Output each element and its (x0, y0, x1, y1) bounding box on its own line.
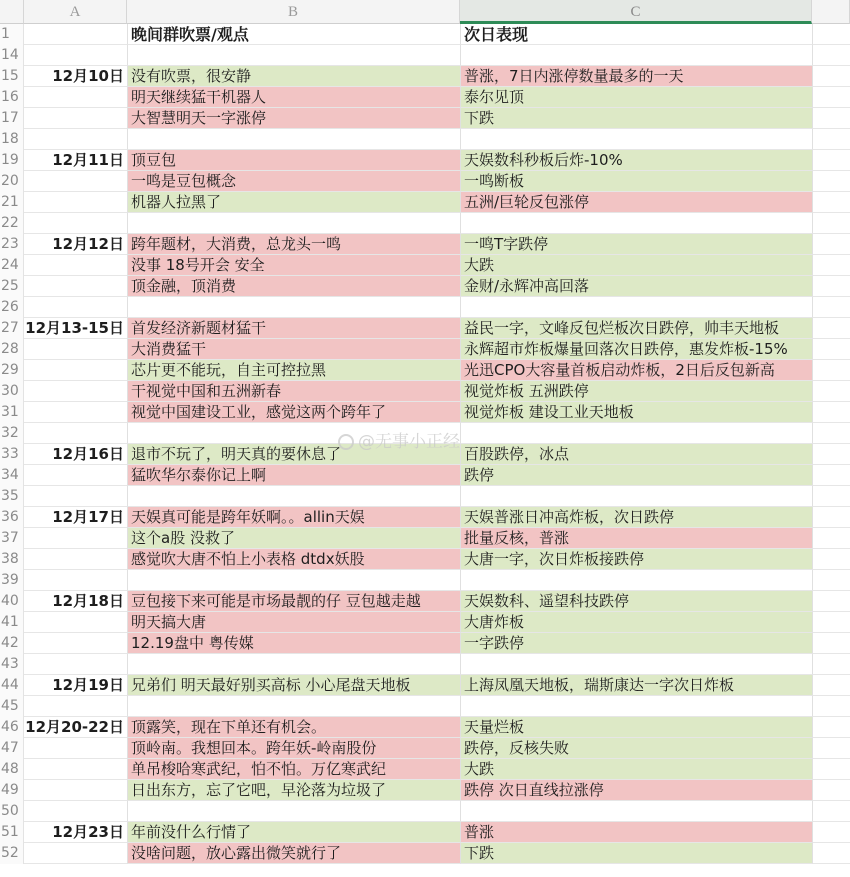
empty-cell[interactable] (812, 255, 850, 276)
table-row (0, 87, 850, 108)
date-cell[interactable]: 12月17日 (24, 507, 127, 528)
table-row (0, 381, 850, 402)
row-number[interactable]: 16 (0, 87, 24, 108)
empty-cell[interactable] (812, 150, 850, 171)
row-number[interactable]: 37 (0, 528, 24, 549)
opinion-cell[interactable] (127, 297, 460, 318)
opinion-cell[interactable]: 机器人拉黑了 (127, 192, 460, 213)
table-row (0, 633, 850, 654)
table-row (0, 66, 850, 87)
empty-cell[interactable] (812, 192, 850, 213)
result-cell[interactable]: 上海凤凰天地板，瑞斯康达一字次日炸板 (460, 675, 812, 696)
date-cell[interactable] (24, 87, 127, 108)
empty-cell[interactable] (812, 528, 850, 549)
date-cell[interactable]: 12月23日 (24, 822, 127, 843)
row-number[interactable]: 29 (0, 360, 24, 381)
result-cell[interactable]: 天娱数科秒板后炸-10% (460, 150, 812, 171)
empty-cell[interactable] (812, 486, 850, 507)
empty-cell[interactable] (812, 402, 850, 423)
row-number[interactable]: 51 (0, 822, 24, 843)
opinion-cell[interactable] (127, 129, 460, 150)
row-number[interactable]: 42 (0, 633, 24, 654)
opinion-cell[interactable] (127, 213, 460, 234)
date-cell[interactable] (24, 255, 127, 276)
date-cell[interactable] (24, 465, 127, 486)
row-number[interactable]: 24 (0, 255, 24, 276)
date-cell[interactable] (24, 45, 127, 66)
empty-cell[interactable] (812, 423, 850, 444)
table-row (0, 318, 850, 339)
result-cell[interactable] (460, 654, 812, 675)
date-cell[interactable] (24, 423, 127, 444)
result-cell[interactable] (460, 423, 812, 444)
result-cell[interactable]: 大唐炸板 (460, 612, 812, 633)
opinion-cell[interactable]: 没有吹票，很安静 (127, 66, 460, 87)
opinion-cell[interactable]: 顶岭南。我想回本。跨年妖-岭南股份 (127, 738, 460, 759)
table-row (0, 780, 850, 801)
opinion-cell[interactable]: 首发经济新题材猛干 (127, 318, 460, 339)
result-cell[interactable]: 一字跌停 (460, 633, 812, 654)
watermark-text: @无事小正经 (358, 432, 460, 452)
opinion-cell[interactable]: 芯片更不能玩，自主可控拉黑 (127, 360, 460, 381)
date-cell[interactable] (24, 192, 127, 213)
empty-cell[interactable] (812, 234, 850, 255)
result-cell[interactable] (460, 45, 812, 66)
empty-cell[interactable] (812, 66, 850, 87)
row-number[interactable]: 15 (0, 66, 24, 87)
empty-cell[interactable] (812, 465, 850, 486)
empty-cell[interactable] (812, 171, 850, 192)
row-number[interactable]: 39 (0, 570, 24, 591)
row-number[interactable]: 25 (0, 276, 24, 297)
table-row (0, 738, 850, 759)
date-cell[interactable]: 12月10日 (24, 66, 127, 87)
opinion-cell[interactable] (127, 801, 460, 822)
table-row (0, 570, 850, 591)
row-number[interactable]: 19 (0, 150, 24, 171)
header-cell-opinion[interactable]: 晚间群吹票/观点 (127, 24, 460, 45)
date-cell[interactable] (24, 108, 127, 129)
row-number[interactable]: 44 (0, 675, 24, 696)
row-number[interactable]: 14 (0, 45, 24, 66)
table-row (0, 612, 850, 633)
table-row (0, 171, 850, 192)
date-cell[interactable] (24, 549, 127, 570)
empty-cell[interactable] (812, 612, 850, 633)
opinion-cell[interactable]: 大智慧明天一字涨停 (127, 108, 460, 129)
result-cell[interactable]: 大跌 (460, 759, 812, 780)
table-row (0, 402, 850, 423)
empty-cell[interactable] (812, 339, 850, 360)
result-cell[interactable]: 益民一字，文峰反包烂板次日跌停，帅丰天地板 (460, 318, 812, 339)
result-cell[interactable]: 普涨 (460, 822, 812, 843)
header-row (0, 24, 850, 45)
empty-cell[interactable] (812, 633, 850, 654)
table-row (0, 276, 850, 297)
date-cell[interactable]: 12月13-15日 (24, 318, 127, 339)
header-cell-d[interactable] (812, 24, 850, 45)
empty-cell[interactable] (812, 591, 850, 612)
opinion-cell[interactable]: 顶豆包 (127, 150, 460, 171)
date-cell[interactable] (24, 276, 127, 297)
empty-cell[interactable] (812, 717, 850, 738)
table-row (0, 549, 850, 570)
date-cell[interactable] (24, 486, 127, 507)
result-cell[interactable]: 跌停 次日直线拉涨停 (460, 780, 812, 801)
empty-cell[interactable] (812, 444, 850, 465)
row-number[interactable]: 35 (0, 486, 24, 507)
opinion-cell[interactable]: 视觉中国建设工业，感觉这两个跨年了 (127, 402, 460, 423)
empty-cell[interactable] (812, 297, 850, 318)
table-row (0, 675, 850, 696)
opinion-cell[interactable]: 日出东方，忘了它吧，早沦落为垃圾了 (127, 780, 460, 801)
date-cell[interactable]: 12月12日 (24, 234, 127, 255)
date-cell[interactable] (24, 297, 127, 318)
date-cell[interactable]: 12月11日 (24, 150, 127, 171)
row-number[interactable]: 49 (0, 780, 24, 801)
column-header-c[interactable]: C (460, 0, 812, 24)
row-number[interactable]: 30 (0, 381, 24, 402)
date-cell[interactable] (24, 801, 127, 822)
result-cell[interactable]: 金财/永辉冲高回落 (460, 276, 812, 297)
opinion-cell[interactable]: 明天搞大唐 (127, 612, 460, 633)
result-cell[interactable]: 视觉炸板 建设工业天地板 (460, 402, 812, 423)
date-cell[interactable]: 12月19日 (24, 675, 127, 696)
select-all-corner[interactable] (0, 0, 24, 24)
watermark (338, 427, 460, 452)
date-cell[interactable] (24, 402, 127, 423)
header-cell-a[interactable] (24, 24, 127, 45)
row-number[interactable]: 26 (0, 297, 24, 318)
result-cell[interactable]: 天量烂板 (460, 717, 812, 738)
opinion-cell[interactable]: 干视觉中国和五洲新春 (127, 381, 460, 402)
empty-cell[interactable] (812, 696, 850, 717)
table-row (0, 108, 850, 129)
row-number[interactable]: 23 (0, 234, 24, 255)
row-number[interactable]: 36 (0, 507, 24, 528)
opinion-cell[interactable] (127, 45, 460, 66)
opinion-cell[interactable]: 天娱真可能是跨年妖啊。。allin天娱 (127, 507, 460, 528)
date-cell[interactable] (24, 780, 127, 801)
date-cell[interactable] (24, 738, 127, 759)
result-cell[interactable] (460, 213, 812, 234)
table-row (0, 234, 850, 255)
result-cell[interactable] (460, 801, 812, 822)
result-cell[interactable]: 视觉炸板 五洲跌停 (460, 381, 812, 402)
empty-cell[interactable] (812, 759, 850, 780)
opinion-cell[interactable]: 大消费猛干 (127, 339, 460, 360)
empty-cell[interactable] (812, 45, 850, 66)
empty-cell[interactable] (812, 801, 850, 822)
row-number[interactable]: 43 (0, 654, 24, 675)
row-number[interactable]: 50 (0, 801, 24, 822)
date-cell[interactable] (24, 612, 127, 633)
row-number[interactable]: 48 (0, 759, 24, 780)
date-cell[interactable] (24, 339, 127, 360)
result-cell[interactable]: 光迅CPO大容量首板启动炸板，2日后反包新高 (460, 360, 812, 381)
column-header-b[interactable]: B (127, 0, 460, 24)
date-cell[interactable] (24, 696, 127, 717)
column-header-d[interactable] (812, 0, 850, 24)
opinion-cell[interactable]: 明天继续猛干机器人 (127, 87, 460, 108)
opinion-cell[interactable]: 顶金融，顶消费 (127, 276, 460, 297)
table-row (0, 360, 850, 381)
opinion-cell[interactable]: 退市不玩了，明天真的要休息了 (127, 444, 460, 465)
column-header-a[interactable]: A (24, 0, 127, 24)
opinion-cell[interactable]: 豆包接下来可能是市场最靓的仔 豆包越走越 (127, 591, 460, 612)
result-cell[interactable]: 百股跌停，冰点 (460, 444, 812, 465)
date-cell[interactable] (24, 654, 127, 675)
row-number[interactable]: 20 (0, 171, 24, 192)
row-number[interactable]: 34 (0, 465, 24, 486)
row-number[interactable]: 17 (0, 108, 24, 129)
opinion-cell[interactable]: 年前没什么行情了 (127, 822, 460, 843)
date-cell[interactable] (24, 360, 127, 381)
result-cell[interactable]: 五洲/巨轮反包涨停 (460, 192, 812, 213)
date-cell[interactable] (24, 843, 127, 864)
result-cell[interactable] (460, 297, 812, 318)
row-number[interactable]: 18 (0, 129, 24, 150)
empty-cell[interactable] (812, 381, 850, 402)
empty-cell[interactable] (812, 108, 850, 129)
empty-cell[interactable] (812, 654, 850, 675)
row-number[interactable]: 28 (0, 339, 24, 360)
date-cell[interactable] (24, 633, 127, 654)
date-cell[interactable]: 12月18日 (24, 591, 127, 612)
result-cell[interactable]: 永辉超市炸板爆量回落次日跌停，惠发炸板-15% (460, 339, 812, 360)
row-number[interactable]: 32 (0, 423, 24, 444)
row-number[interactable]: 27 (0, 318, 24, 339)
table-row (0, 129, 850, 150)
empty-cell[interactable] (812, 360, 850, 381)
result-cell[interactable]: 天娱数科、遥望科技跌停 (460, 591, 812, 612)
result-cell[interactable]: 下跌 (460, 108, 812, 129)
empty-cell[interactable] (812, 87, 850, 108)
opinion-cell[interactable]: 12.19盘中 粤传媒 (127, 633, 460, 654)
row-number[interactable]: 46 (0, 717, 24, 738)
opinion-cell[interactable]: 没事 18号开会 安全 (127, 255, 460, 276)
empty-cell[interactable] (812, 507, 850, 528)
table-row (0, 507, 850, 528)
result-cell[interactable] (460, 129, 812, 150)
result-cell[interactable]: 一鸣T字跌停 (460, 234, 812, 255)
table-row (0, 213, 850, 234)
table-row (0, 339, 850, 360)
opinion-cell[interactable]: 没啥问题，放心露出微笑就行了 (127, 843, 460, 864)
table-row (0, 696, 850, 717)
empty-cell[interactable] (812, 738, 850, 759)
date-cell[interactable] (24, 213, 127, 234)
opinion-cell[interactable]: 感觉吹大唐不怕上小表格 dtdx妖股 (127, 549, 460, 570)
result-cell[interactable] (460, 570, 812, 591)
opinion-cell[interactable]: 这个a股 没救了 (127, 528, 460, 549)
table-row (0, 717, 850, 738)
empty-cell[interactable] (812, 822, 850, 843)
row-number[interactable]: 21 (0, 192, 24, 213)
table-row (0, 801, 850, 822)
empty-cell[interactable] (812, 213, 850, 234)
date-cell[interactable]: 12月16日 (24, 444, 127, 465)
result-cell[interactable]: 天娱普涨日冲高炸板，次日跌停 (460, 507, 812, 528)
table-row (0, 822, 850, 843)
result-cell[interactable]: 泰尔见顶 (460, 87, 812, 108)
opinion-cell[interactable]: 猛吹华尔泰你记上啊 (127, 465, 460, 486)
row-number[interactable]: 41 (0, 612, 24, 633)
opinion-cell[interactable]: 顶露笑，现在下单还有机会。 (127, 717, 460, 738)
weibo-logo-icon (338, 434, 354, 450)
table-row (0, 759, 850, 780)
opinion-cell[interactable]: 一鸣是豆包概念 (127, 171, 460, 192)
table-row (0, 45, 850, 66)
opinion-cell[interactable] (127, 696, 460, 717)
empty-cell[interactable] (812, 843, 850, 864)
result-cell[interactable]: 跌停 (460, 465, 812, 486)
table-row (0, 528, 850, 549)
empty-cell[interactable] (812, 129, 850, 150)
date-cell[interactable] (24, 570, 127, 591)
date-cell[interactable] (24, 171, 127, 192)
table-row (0, 297, 850, 318)
row-number[interactable]: 31 (0, 402, 24, 423)
result-cell[interactable]: 下跌 (460, 843, 812, 864)
table-row (0, 591, 850, 612)
table-row (0, 150, 850, 171)
table-row (0, 654, 850, 675)
row-number[interactable]: 22 (0, 213, 24, 234)
row-number[interactable]: 45 (0, 696, 24, 717)
row-number[interactable]: 40 (0, 591, 24, 612)
opinion-cell[interactable] (127, 570, 460, 591)
table-row (0, 192, 850, 213)
date-cell[interactable] (24, 129, 127, 150)
result-cell[interactable]: 大跌 (460, 255, 812, 276)
date-cell[interactable]: 12月20-22日 (24, 717, 127, 738)
row-number[interactable]: 33 (0, 444, 24, 465)
date-cell[interactable] (24, 528, 127, 549)
result-cell[interactable] (460, 696, 812, 717)
result-cell[interactable]: 普涨，7日内涨停数量最多的一天 (460, 66, 812, 87)
empty-cell[interactable] (812, 318, 850, 339)
result-cell[interactable]: 跌停，反核失败 (460, 738, 812, 759)
result-cell[interactable]: 一鸣断板 (460, 171, 812, 192)
opinion-cell[interactable] (127, 486, 460, 507)
row-number[interactable]: 1 (0, 24, 24, 45)
header-cell-result[interactable]: 次日表现 (460, 24, 812, 45)
opinion-cell[interactable]: 兄弟们 明天最好别买高标 小心尾盘天地板 (127, 675, 460, 696)
empty-cell[interactable] (812, 780, 850, 801)
table-row (0, 255, 850, 276)
empty-cell[interactable] (812, 675, 850, 696)
table-row (0, 465, 850, 486)
row-number[interactable]: 38 (0, 549, 24, 570)
opinion-cell[interactable]: 单吊梭哈寒武纪，怕不怕。万亿寒武纪 (127, 759, 460, 780)
table-row (0, 843, 850, 864)
empty-cell[interactable] (812, 549, 850, 570)
opinion-cell[interactable]: 跨年题材，大消费，总龙头一鸣 (127, 234, 460, 255)
result-cell[interactable]: 批量反核，普涨 (460, 528, 812, 549)
empty-cell[interactable] (812, 570, 850, 591)
table-row (0, 486, 850, 507)
date-cell[interactable] (24, 759, 127, 780)
date-cell[interactable] (24, 381, 127, 402)
row-number[interactable]: 47 (0, 738, 24, 759)
result-cell[interactable]: 大唐一字，次日炸板接跌停 (460, 549, 812, 570)
result-cell[interactable] (460, 486, 812, 507)
row-number[interactable]: 52 (0, 843, 24, 864)
opinion-cell[interactable] (127, 654, 460, 675)
empty-cell[interactable] (812, 276, 850, 297)
